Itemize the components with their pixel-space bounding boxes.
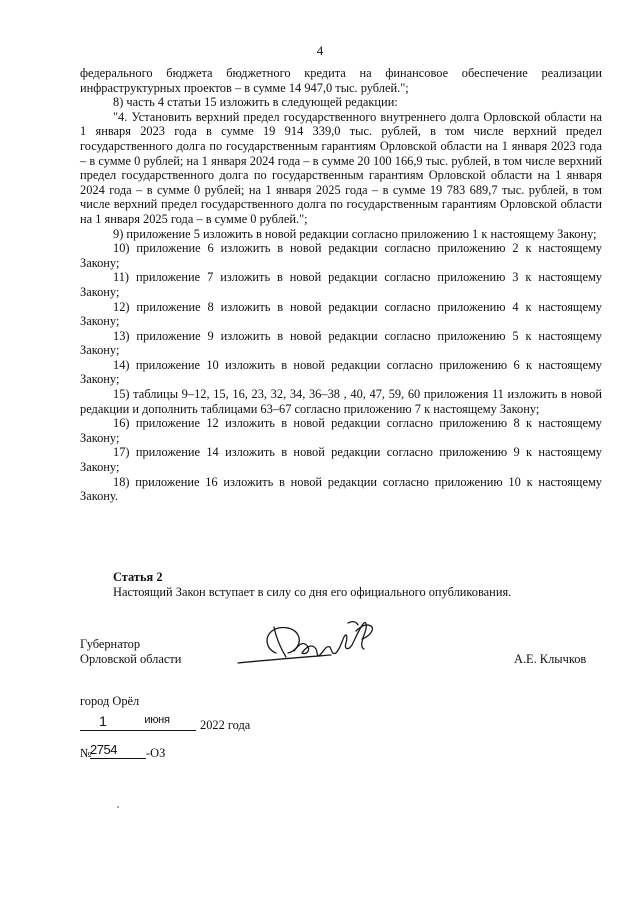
number-underline xyxy=(90,758,146,759)
law-body xyxy=(80,66,602,504)
list-item: 14) приложение 10 изложить в новой редакции согласно приложению 6 к настоящему Закону; xyxy=(80,357,602,387)
article-2-text: Настоящий Закон вступает в силу со дня его официального опубликования. xyxy=(113,585,512,599)
paragraph-continuation: федерального бюджета бюджетного кредита на финансовое обеспечение реализации инфраструктурных проектов – в сумме 14 947,0 тыс. рублей."; xyxy=(80,66,602,95)
scan-speck xyxy=(117,806,119,808)
signatory-position-line2: Орловской области xyxy=(80,652,182,666)
list-item: 12) приложение 8 изложить в новой редакции согласно приложению 4 к настоящему Закону; xyxy=(80,299,602,329)
list-item: 9) приложение 5 изложить в новой редакции согласно приложению 1 к настоящему Закону; xyxy=(113,226,597,241)
law-number xyxy=(80,742,280,766)
article-2-title: Статья 2 xyxy=(113,570,163,584)
date-year: 2022 года xyxy=(200,718,251,732)
paragraph-item-8: 8) часть 4 статьи 15 изложить в следующей редакции: xyxy=(113,95,398,110)
number-suffix: -ОЗ xyxy=(146,746,166,760)
number-sign: № xyxy=(80,746,92,760)
list-item: 15) таблицы 9–12, 15, 16, 23, 32, 34, 36–38 , 40, 47, 59, 60 приложения 11 изложить в новой редакции и дополнить таблицами 63–67 согласно приложению 7 к настоящему Закону; xyxy=(80,387,602,416)
list-item: 17) приложение 14 изложить в новой редакции согласно приложению 9 к настоящему Закону; xyxy=(80,445,602,475)
signatory-position-line1: Губернатор xyxy=(80,637,141,651)
date-month: июня xyxy=(144,714,170,726)
date-day-underline xyxy=(80,730,120,731)
list-item: 16) приложение 12 изложить в новой редакции согласно приложению 8 к настоящему Закону; xyxy=(80,416,602,445)
list-item: 13) приложение 9 изложить в новой редакции согласно приложению 5 к настоящему Закону; xyxy=(80,328,602,358)
list-item: 10) приложение 6 изложить в новой редакции согласно приложению 2 к настоящему Закону; xyxy=(80,241,602,270)
page-number: 4 xyxy=(316,43,324,58)
date-day: 1 xyxy=(99,713,107,729)
signing-date xyxy=(80,713,280,738)
list-item: 18) приложение 16 изложить в новой редакции согласно приложению 10 к настоящему Закону. xyxy=(80,474,602,504)
signatory-name: А.Е. Клычков xyxy=(514,652,587,666)
place-of-signing: город Орёл xyxy=(80,694,140,708)
list-item: 11) приложение 7 изложить в новой редакции согласно приложению 3 к настоящему Закону; xyxy=(80,270,602,299)
handwritten-signature xyxy=(236,613,386,673)
signatory-position xyxy=(80,637,181,667)
date-month-underline xyxy=(120,730,196,731)
paragraph-item-8-quote: "4. Установить верхний предел государственного внутреннего долга Орловской области на 1 января 2023 года в сумме 19 914 339,0 тыс. рублей, в том числе верхний предел государственного долга по государственным гарантиям Орловской области на 1 января 2023 года – в сумме 0 рублей; на 1 января 2024 года – в сумме 20 100 166,9 тыс. рублей, в том числе верхний предел государственного долга по государственным гарантиям Орловской области на 1 января 2024 года – в сумме 0 рублей; на 1 января 2025 года – в сумме 19 783 689,7 тыс. рублей, в том числе верхний предел государственного долга по государственным гарантиям Орловской области на 1 января 2025 года – в сумме 0 рублей."; xyxy=(80,109,602,226)
number-value: 2754 xyxy=(90,742,117,757)
